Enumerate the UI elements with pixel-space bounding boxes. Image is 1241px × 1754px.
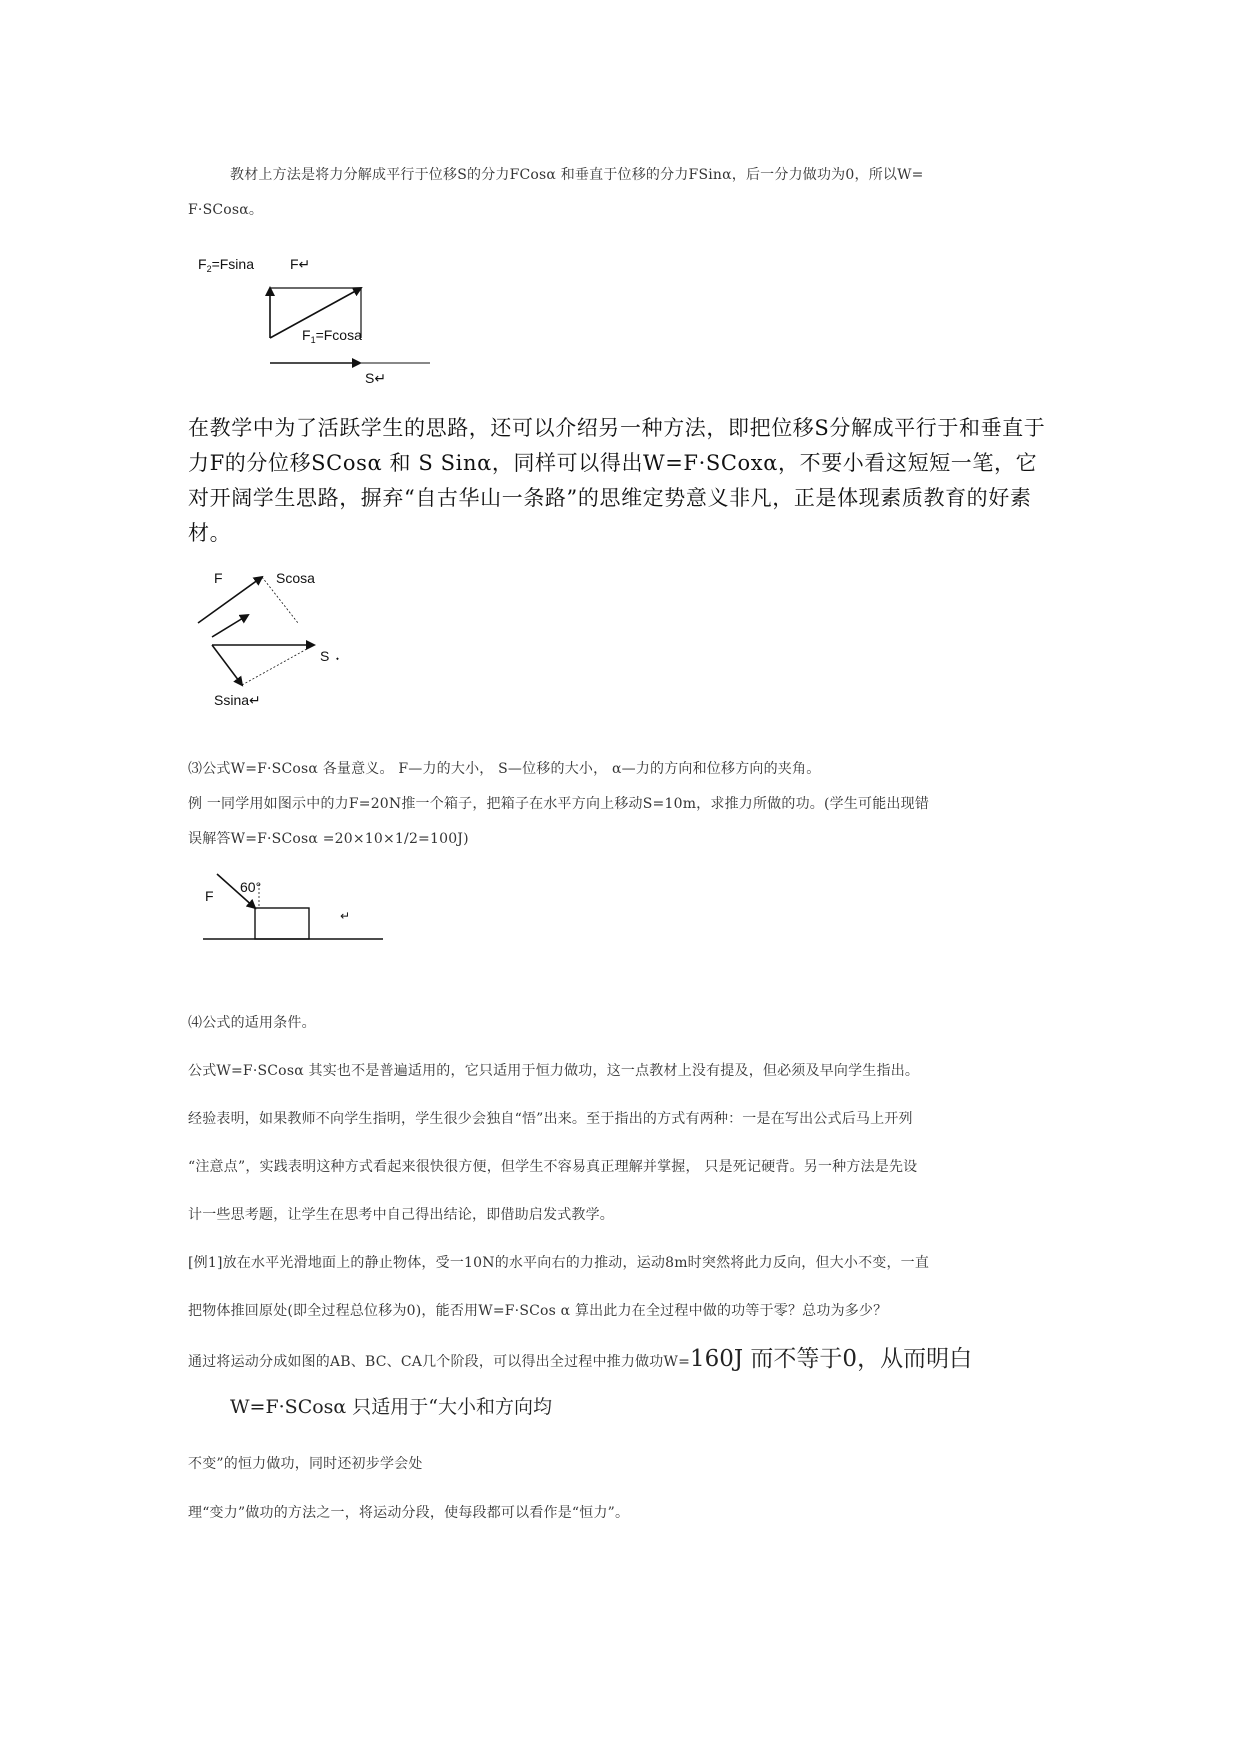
p7-line3: 计一些思考题，让学生在思考中自己得出结论，即借助启发式教学。 xyxy=(188,1207,614,1223)
angle-label: 60° xyxy=(240,879,262,895)
p3: ⑶公式W=F·SCosα 各量意义。 F—力的大小， S—位移的大小， α—力的方向和位移方向的夹角。 xyxy=(188,761,821,777)
box xyxy=(255,908,309,939)
return-mark: ↵ xyxy=(340,909,351,923)
p4-line2: 误解答W=F·SCosα =20×10×1/2=100J) xyxy=(188,831,469,847)
p9-line3: 不变”的恒力做功，同时还初步学会处 xyxy=(188,1456,423,1472)
p9-big-text: 160J 而不等于0，从而明白 xyxy=(690,1346,973,1372)
f1-label: $F_1=Fcosa$ xyxy=(302,327,362,345)
p7-line2: “注意点”，实践表明这种方式看起来很快很方便，但学生不容易真正理解并掌握， 只是死记硬背。另一种方法是先设 xyxy=(188,1159,918,1175)
p9-line1 xyxy=(188,1340,972,1373)
p8-line2: 把物体推回原处(即全过程总位移为0)，能否用W=F·SCos α 算出此力在全过程中做的功等于零？总功为多少？ xyxy=(188,1303,888,1319)
f-label-3: F xyxy=(205,888,214,904)
scos-arrow xyxy=(212,615,248,637)
p2-line4: 材。 xyxy=(188,521,232,545)
f-label-2: F xyxy=(214,570,223,586)
p1-line1: 教材上方法是将力分解成平行于位移S的分力FCosα 和垂直于位移的分力FSinα，后一分力做功为0，所以W= xyxy=(230,167,924,183)
f-arrow-2 xyxy=(198,577,262,623)
f-label: F↵ xyxy=(290,256,311,272)
p9-small-text: 通过将运动分成如图的AB、BC、CA几个阶段，可以得出全过程中推力做功W= xyxy=(188,1354,690,1370)
p9-line2: W=F·SCosα 只适用于“大小和方向均 xyxy=(230,1396,552,1418)
displacement-decomposition-figure xyxy=(190,565,360,715)
p6: 公式W=F·SCosα 其实也不是普遍适用的，它只适用于恒力做功，这一点教材上没有提及，但必须及早向学生指出。 xyxy=(188,1063,920,1079)
p7-line1: 经验表明，如果教师不向学生指明，学生很少会独自“悟”出来。至于指出的方式有两种：一是在写出公式后马上开列 xyxy=(188,1111,913,1127)
ssin-arrow xyxy=(212,645,242,685)
scos-label: Scosa xyxy=(276,570,315,586)
s-label-2: S xyxy=(320,648,330,664)
p5: ⑷公式的适用条件。 xyxy=(188,1015,316,1031)
p1-line2: F·SCosα。 xyxy=(188,202,264,218)
p2-line3: 对开阔学生思路，摒弃“自古华山一条路”的思维定势意义非凡，正是体现素质教育的好素 xyxy=(188,486,1032,510)
s-mark: ⬩ xyxy=(336,654,339,663)
box-push-figure xyxy=(195,862,395,952)
p8-line1: [例1]放在水平光滑地面上的静止物体，受一10N的水平向右的力推动，运动8m时突然将此力反向，但大小不变，一直 xyxy=(188,1255,930,1271)
p9-line4: 理“变力”做功的方法之一，将运动分段，使每段都可以看作是“恒力”。 xyxy=(188,1505,630,1521)
p2-line2: 力F的分位移SCosα 和 S Sinα，同样可以得出W=F·SCoxα，不要小看这短短一笔，它 xyxy=(188,451,1038,475)
ssin-label: Ssina↵ xyxy=(214,692,261,708)
ssin-dashed-line xyxy=(242,645,314,685)
f2-label: $F_2=Fsina$ xyxy=(198,256,254,274)
p4-line1: 例 一同学用如图示中的力F=20N推一个箱子，把箱子在水平方向上移动S=10m，求推力所做的功。(学生可能出现错 xyxy=(188,796,930,812)
force-decomposition-figure xyxy=(190,250,450,390)
p2-line1: 在教学中为了活跃学生的思路，还可以介绍另一种方法，即把位移S分解成平行于和垂直于 xyxy=(188,416,1046,440)
s-label: S↵ xyxy=(365,370,387,386)
